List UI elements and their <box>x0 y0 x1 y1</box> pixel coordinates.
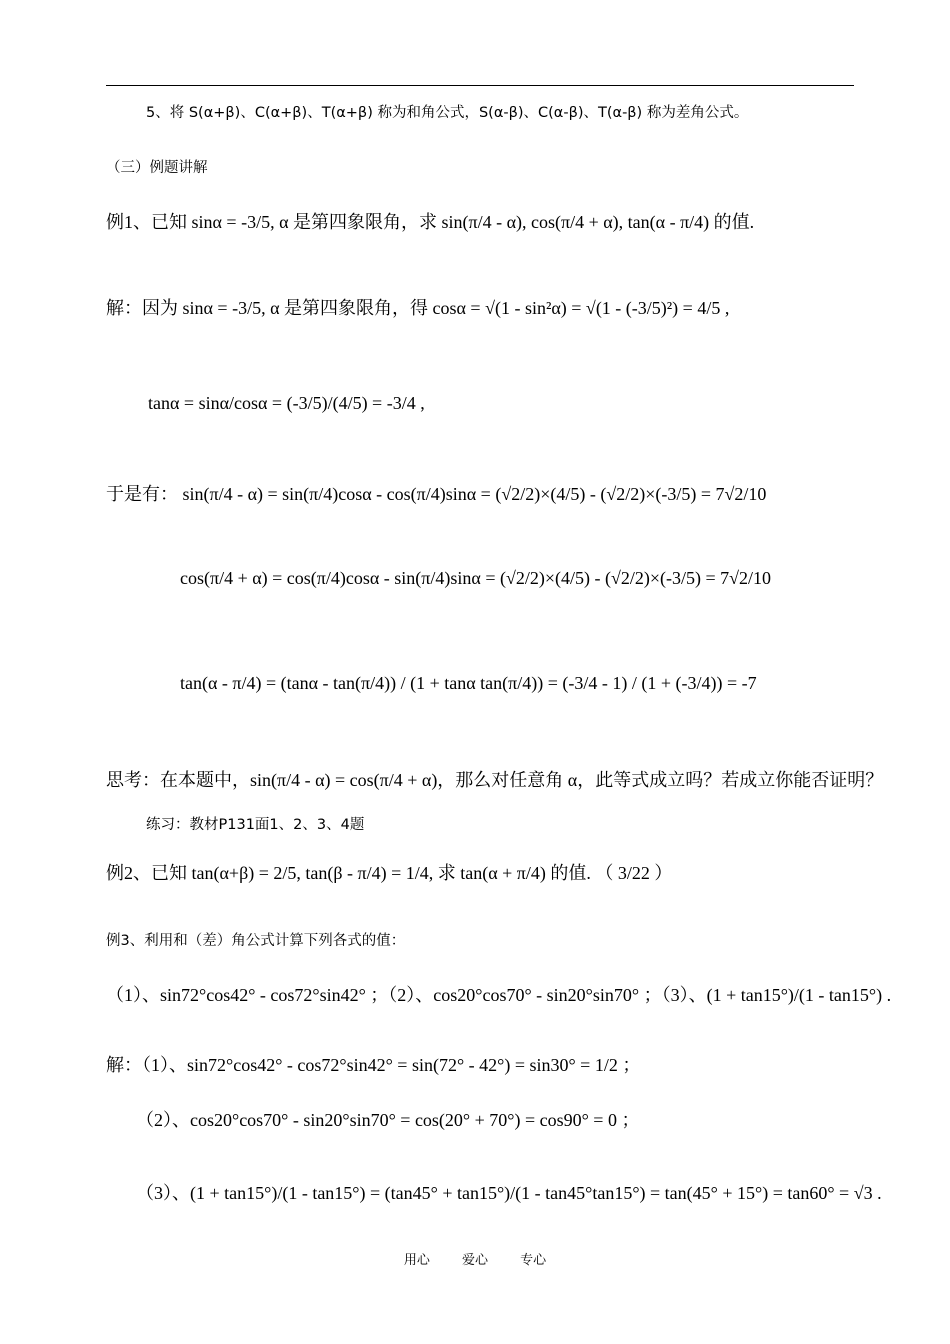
solution-3-1: 解：（1）、sin72°cos42° - cos72°sin42° = sin(72° - 42°) = sin30° = 1/2 ； <box>106 1055 641 1075</box>
footer-text-1: 用心 <box>403 1253 430 1268</box>
example-1: 例1、已知 sinα = -3/5, α 是第四象限角，求 sin(π/4 - α), cos(π/4 + α), tan(α - π/4) 的值. <box>106 212 755 232</box>
example-3-items: （1）、sin72°cos42° - cos72°sin42° ；（2）、cos20°cos70° - sin20°sin70° ；（3）、(1 + tan15°)/(1 - tan15°) . <box>106 985 892 1005</box>
tan-result: tan(α - π/4) = (tanα - tan(π/4)) / (1 + tanα tan(π/4)) = (-3/4 - 1) / (1 + (-3/4)) = -7 <box>180 673 757 693</box>
example-2: 例2、已知 tan(α+β) = 2/5, tan(β - π/4) = 1/4, 求 tan(α + π/4) 的值. （ 3/22 ） <box>106 863 673 883</box>
sin-result: 于是有： sin(π/4 - α) = sin(π/4)cosα - cos(π/4)sinα = (√2/2)×(4/5) - (√2/2)×(-3/5) = 7√2/10 <box>106 484 767 504</box>
text-line-1: 5、将 S(α+β)、C(α+β)、T(α+β) 称为和角公式，S(α-β)、C(α-β)、T(α-β) 称为差角公式。 <box>146 105 749 121</box>
solution-3-2: （2）、cos20°cos70° - sin20°sin70° = cos(20° + 70°) = cos90° = 0 ； <box>136 1110 640 1130</box>
text-line-2: （三）例题讲解 <box>106 160 208 176</box>
solution-1: 解：因为 sinα = -3/5, α 是第四象限角，得 cosα = √(1 - sin²α) = √(1 - (-3/5)²) = 4/5 , <box>106 298 730 318</box>
example-3: 例3、利用和（差）角公式计算下列各式的值： <box>106 933 406 949</box>
footer-text-3: 专心 <box>520 1253 547 1268</box>
tan-alpha: tanα = sinα/cosα = (-3/5)/(4/5) = -3/4 , <box>148 393 425 413</box>
cos-result: cos(π/4 + α) = cos(π/4)cosα - sin(π/4)sinα = (√2/2)×(4/5) - (√2/2)×(-3/5) = 7√2/10 <box>180 568 772 588</box>
header-rule <box>106 85 854 86</box>
practice: 练习：教材P131面1、2、3、4题 <box>146 817 365 833</box>
footer <box>0 1249 950 1268</box>
solution-3-3: （3）、(1 + tan15°)/(1 - tan15°) = (tan45° + tan15°)/(1 - tan45°tan15°) = tan(45° + 15°) = tan60° = √3 . <box>136 1183 882 1203</box>
thinking: 思考：在本题中，sin(π/4 - α) = cos(π/4 + α)，那么对任意角 α，此等式成立吗？若成立你能否证明？ <box>106 770 884 790</box>
footer-text-2: 爱心 <box>461 1253 488 1268</box>
